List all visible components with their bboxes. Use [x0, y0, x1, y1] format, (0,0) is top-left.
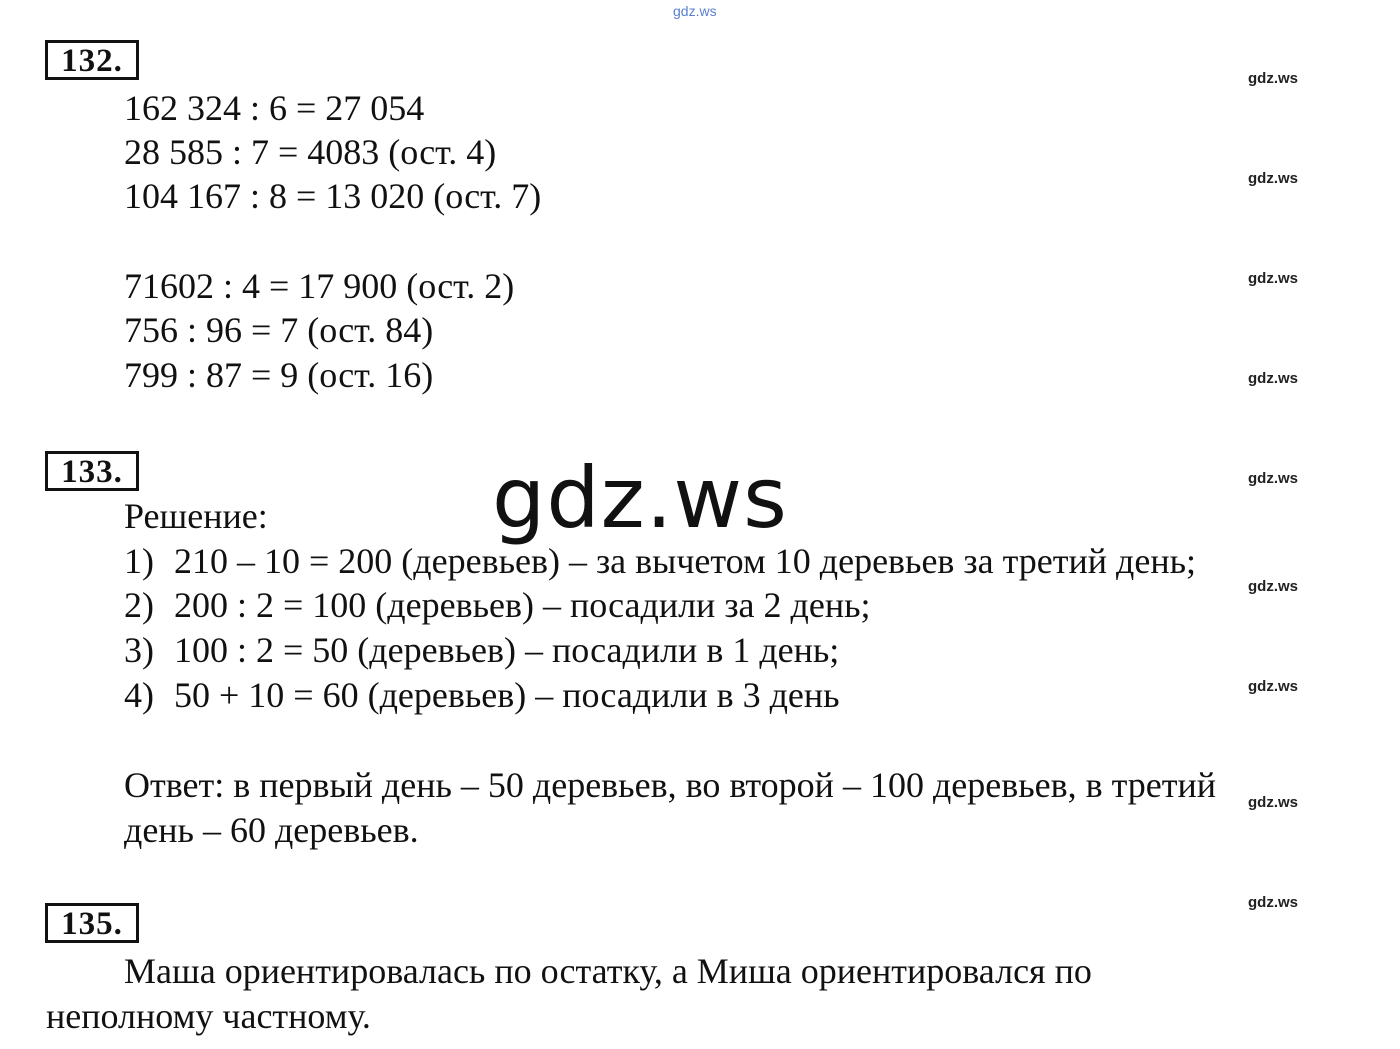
center-watermark: gdz.ws [492, 449, 788, 547]
side-watermark: gdz.ws [1248, 578, 1299, 595]
step-text: 210 – 10 = 200 (деревьев) – за вычетом 10 деревьев за третий день; [174, 541, 1197, 581]
side-watermark: gdz.ws [1248, 794, 1299, 811]
top-watermark: gdz.ws [673, 3, 717, 19]
answer-line: Ответ: в первый день – 50 деревьев, во второй – 100 деревьев, в третий [124, 765, 1217, 805]
task-number-132: 132. [45, 40, 139, 80]
solution-label: Решение: [124, 496, 268, 536]
side-watermark: gdz.ws [1248, 70, 1299, 87]
task-number-135: 135. [45, 903, 139, 943]
side-watermark: gdz.ws [1248, 470, 1299, 487]
equation-line: 756 : 96 = 7 (ост. 84) [124, 310, 434, 350]
solution-step [124, 675, 840, 715]
step-text: 100 : 2 = 50 (деревьев) – посадили в 1 день; [174, 630, 840, 670]
equation-line: 71602 : 4 = 17 900 (ост. 2) [124, 266, 515, 306]
side-watermark: gdz.ws [1248, 170, 1299, 187]
step-number: 1) [124, 541, 154, 581]
side-watermark: gdz.ws [1248, 678, 1299, 695]
answer-text-line: неполному частному. [46, 996, 371, 1036]
equation-line: 162 324 : 6 = 27 054 [124, 88, 425, 128]
task-number-133: 133. [45, 451, 139, 491]
step-number: 3) [124, 630, 154, 670]
step-number: 4) [124, 675, 154, 715]
step-number: 2) [124, 585, 154, 625]
equation-line: 104 167 : 8 = 13 020 (ост. 7) [124, 176, 542, 216]
side-watermark: gdz.ws [1248, 894, 1299, 911]
step-text: 50 + 10 = 60 (деревьев) – посадили в 3 день [174, 675, 840, 715]
step-text: 200 : 2 = 100 (деревьев) – посадили за 2 день; [174, 585, 871, 625]
equation-line: 28 585 : 7 = 4083 (ост. 4) [124, 132, 497, 172]
solution-step [124, 630, 839, 670]
answer-text-line: Маша ориентировалась по остатку, а Миша ориентировался по [124, 951, 1092, 991]
equation-line: 799 : 87 = 9 (ост. 16) [124, 355, 434, 395]
answer-line: день – 60 деревьев. [124, 810, 419, 850]
side-watermark: gdz.ws [1248, 270, 1299, 287]
side-watermark: gdz.ws [1248, 370, 1299, 387]
solution-step [124, 585, 871, 625]
